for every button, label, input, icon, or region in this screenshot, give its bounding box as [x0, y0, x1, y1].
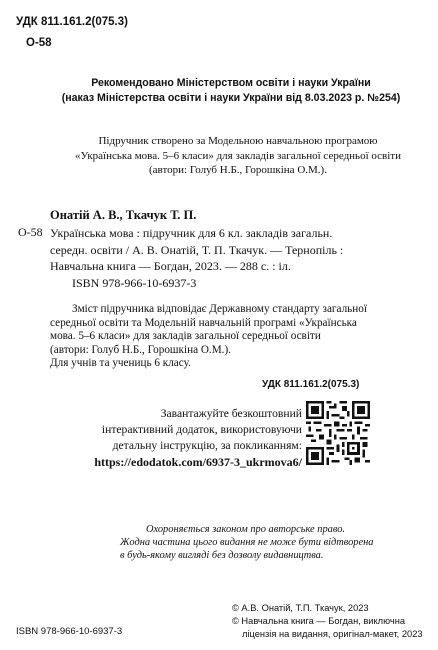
- legal-line: в будь-якому вигляді без дозволу видавництва.: [120, 550, 324, 561]
- download-block: [70, 406, 302, 470]
- annotation-line: Зміст підручника відповідає Державному стандарту загальної: [72, 303, 367, 315]
- recommendation-line: Рекомендовано Міністерством освіти і науки України: [91, 77, 371, 89]
- program-line: Підручник створено за Модельною навчальною програмою: [98, 135, 378, 147]
- catalog-line: Навчальна книга — Богдан, 2023. — 288 с. : іл.: [50, 259, 291, 273]
- download-line: Завантажуйте безкоштовний: [160, 407, 302, 420]
- legal-notice: [120, 523, 374, 562]
- qr-code-icon[interactable]: [306, 401, 370, 465]
- annotation-line: Для учнів та учениць 6 класу.: [50, 357, 191, 370]
- catalog-description: [50, 225, 418, 275]
- isbn-bottom: ISBN 978-966-10-6937-3: [16, 626, 123, 637]
- program-block: [48, 134, 428, 178]
- catalog-annotation: [50, 303, 420, 371]
- download-line: інтерактивний додаток, використовуючи: [101, 423, 302, 436]
- catalog-line: Українська мова : підручник для 6 кл. закладів загальн.: [50, 226, 333, 240]
- copyright-line: ліцензія на видання, оригінал-макет, 2023: [242, 628, 423, 639]
- catalog-isbn: ISBN 978-966-10-6937-3: [72, 276, 197, 290]
- program-line: «Українська мова. 5–6 класи» для закладів загальної середньої освіти: [75, 149, 401, 162]
- recommendation-block: [40, 76, 422, 106]
- catalog-authors: Онатій А. В., Ткачук Т. П.: [50, 208, 197, 222]
- code-top: О-58: [26, 37, 52, 49]
- annotation-line: середньої освіти та Модельній навчальній програмі «Українська: [50, 316, 357, 329]
- catalog-code: О-58: [18, 225, 43, 239]
- download-link[interactable]: https://edodatok.com/6937-3_ukrmova6/: [94, 455, 302, 469]
- annotation-line: (автори: Голуб Н.Б., Горошкіна О.М.).: [50, 343, 231, 356]
- copyright-line: © А.В. Онатій, Т.П. Ткачук, 2023: [232, 603, 369, 613]
- copyright-line: © Навчальна книга — Богдан, виключна: [232, 615, 406, 626]
- catalog-udc: УДК 811.161.2(075.3): [262, 379, 360, 390]
- annotation-line: мова. 5–6 класи» для закладів загальної середньої освіти: [50, 330, 321, 343]
- legal-line: Жодна частина цього видання не може бути відтворена: [120, 537, 374, 548]
- recommendation-line: (наказ Міністерства освіти і науки України від 8.03.2023 р. №254): [61, 92, 401, 104]
- catalog-line: середн. освіти / А. В. Онатій, Т. П. Ткачук. — Тернопіль :: [50, 242, 344, 257]
- program-line: (автори: Голуб Н.Б., Горошкіна О.М.).: [149, 164, 327, 176]
- copyright-block: [232, 602, 423, 640]
- legal-line: Охороняється законом про авторське право.: [146, 524, 346, 535]
- udc-top: УДК 811.161.2(075.3): [16, 16, 128, 28]
- download-line: детальну інструкцію, за покликанням:: [112, 439, 302, 452]
